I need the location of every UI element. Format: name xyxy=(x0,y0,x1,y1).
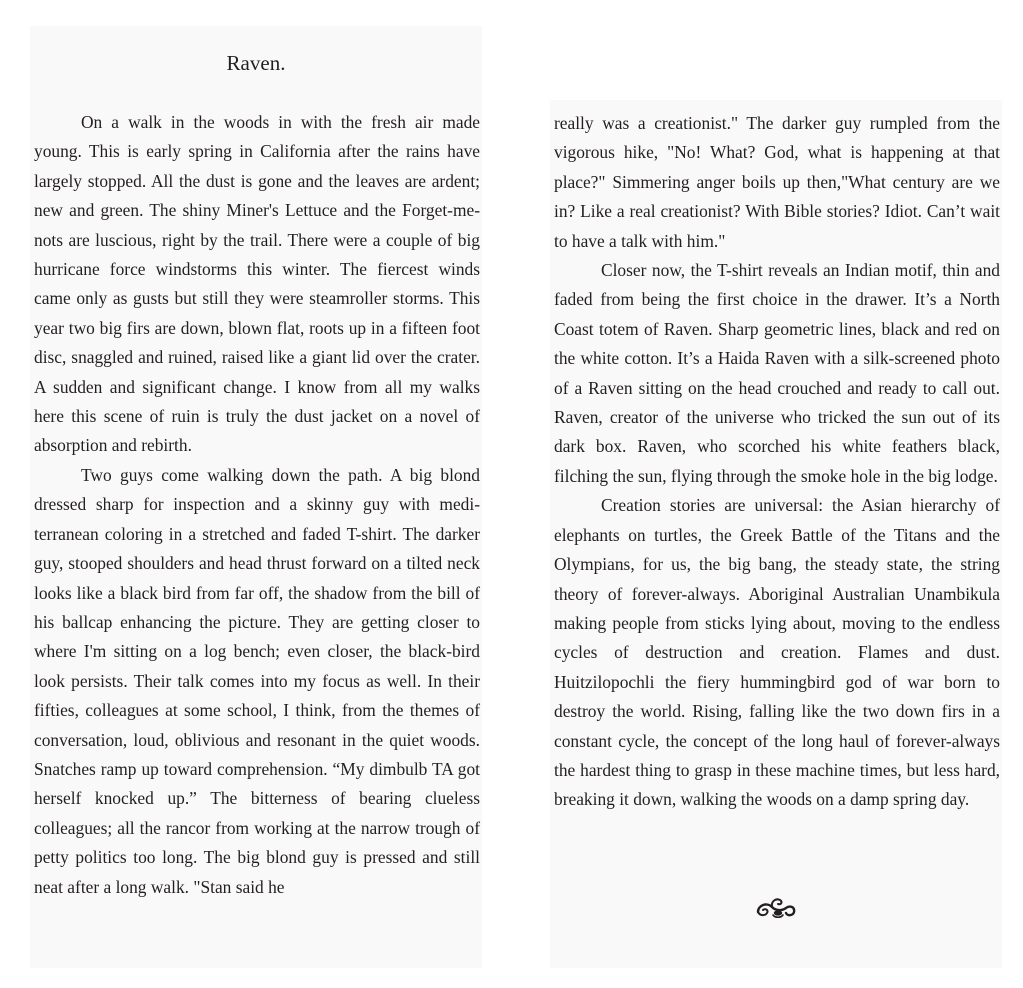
paragraph-continuation: really was a creationist." The darker guy rumpled from the vigorous hike, "No! What? God, what is happening at that place?" Simmering anger boils up then,"What century are we in? Like a real creationist? With Bible stories? Idiot. Can’t wait to have a talk with him." xyxy=(554,113,1000,251)
paragraph-two-guys: Two guys come walking down the path. A big blond dressed sharp for inspection and a skinny guy with mediterranean coloring in a stretched and faded T-shirt. The darker guy, stooped shoulders and head thrust forward on a tilted neck looks like a black bird from far off, the shadow from the bill of his ballcap enhancing the picture. They are getting closer to where I'm sitting on a log bench; even closer, the black-bird look persists. Their talk comes into my focus as well. In their fifties, colleagues at some school, I think, from the themes of conversation, loud, oblivious and resonant in the quiet woods. Snatches ramp up toward comprehension. “My dimbulb TA got herself knocked up.” The bitterness of bearing clueless colleagues; all the rancor from working at the narrow trough of petty politics too long. The big blond guy is pressed and still neat after a long walk. "Stan said he xyxy=(34,464,480,897)
fleuron-icon xyxy=(755,895,797,921)
left-page xyxy=(30,26,482,968)
paragraph-walk-in-woods: On a walk in the woods in with the fresh air made young. This is early spring in California after the rains have largely stopped. All the dust is gone and the leaves are ardent; new and green. The shiny Miner's Lettuce and the Forget-me-nots are luscious, right by the trail. There were a couple of big hurricane force windstorms this winter. The fiercest winds came only as gusts but still they were steamroller storms. This year two big firs are down, blown flat, roots up in a fifteen foot disc, snaggled and ruined, raised like a giant lid over the crater. A sudden and significant change. I know from all my walks here this scene of ruin is truly the dust jacket on a novel of absorption and rebirth. xyxy=(34,112,480,456)
paragraph-raven-tshirt: Closer now, the T-shirt reveals an Indian motif, thin and faded from being the first choice in the drawer. It’s a North Coast totem of Raven. Sharp geometric lines, black and red on the white cotton. It’s a Haida Raven with a silk-screened photo of a Raven sitting on the head crouched and ready to call out. Raven, creator of the universe who tricked the sun out of its dark box. Raven, who scorched his white feathers black, filching the sun, flying through the smoke hole in the big lodge. xyxy=(554,260,1000,486)
chapter-title: Raven. xyxy=(226,51,286,75)
left-page-text xyxy=(34,108,480,902)
paragraph-creation-stories: Creation stories are universal: the Asian hierarchy of elephants on turtles, the Greek Battle of the Titans and the Olympians, for us, the big bang, the steady state, the string theory of forever-always. Aboriginal Australian Unambikula making people from sticks lying about, moving to the endless cycles of destruction and creation. Flames and dust. Huitzilopochli the fiery hummingbird god of war born to destroy the world. Rising, falling like the two down firs in a constant cycle, the concept of the long haul of forever-always the hardest thing to grasp in these machine times, but less hard, breaking it down, walking the woods on a damp spring day. xyxy=(554,495,1000,810)
right-page-text xyxy=(554,109,1000,815)
right-page xyxy=(550,100,1002,968)
